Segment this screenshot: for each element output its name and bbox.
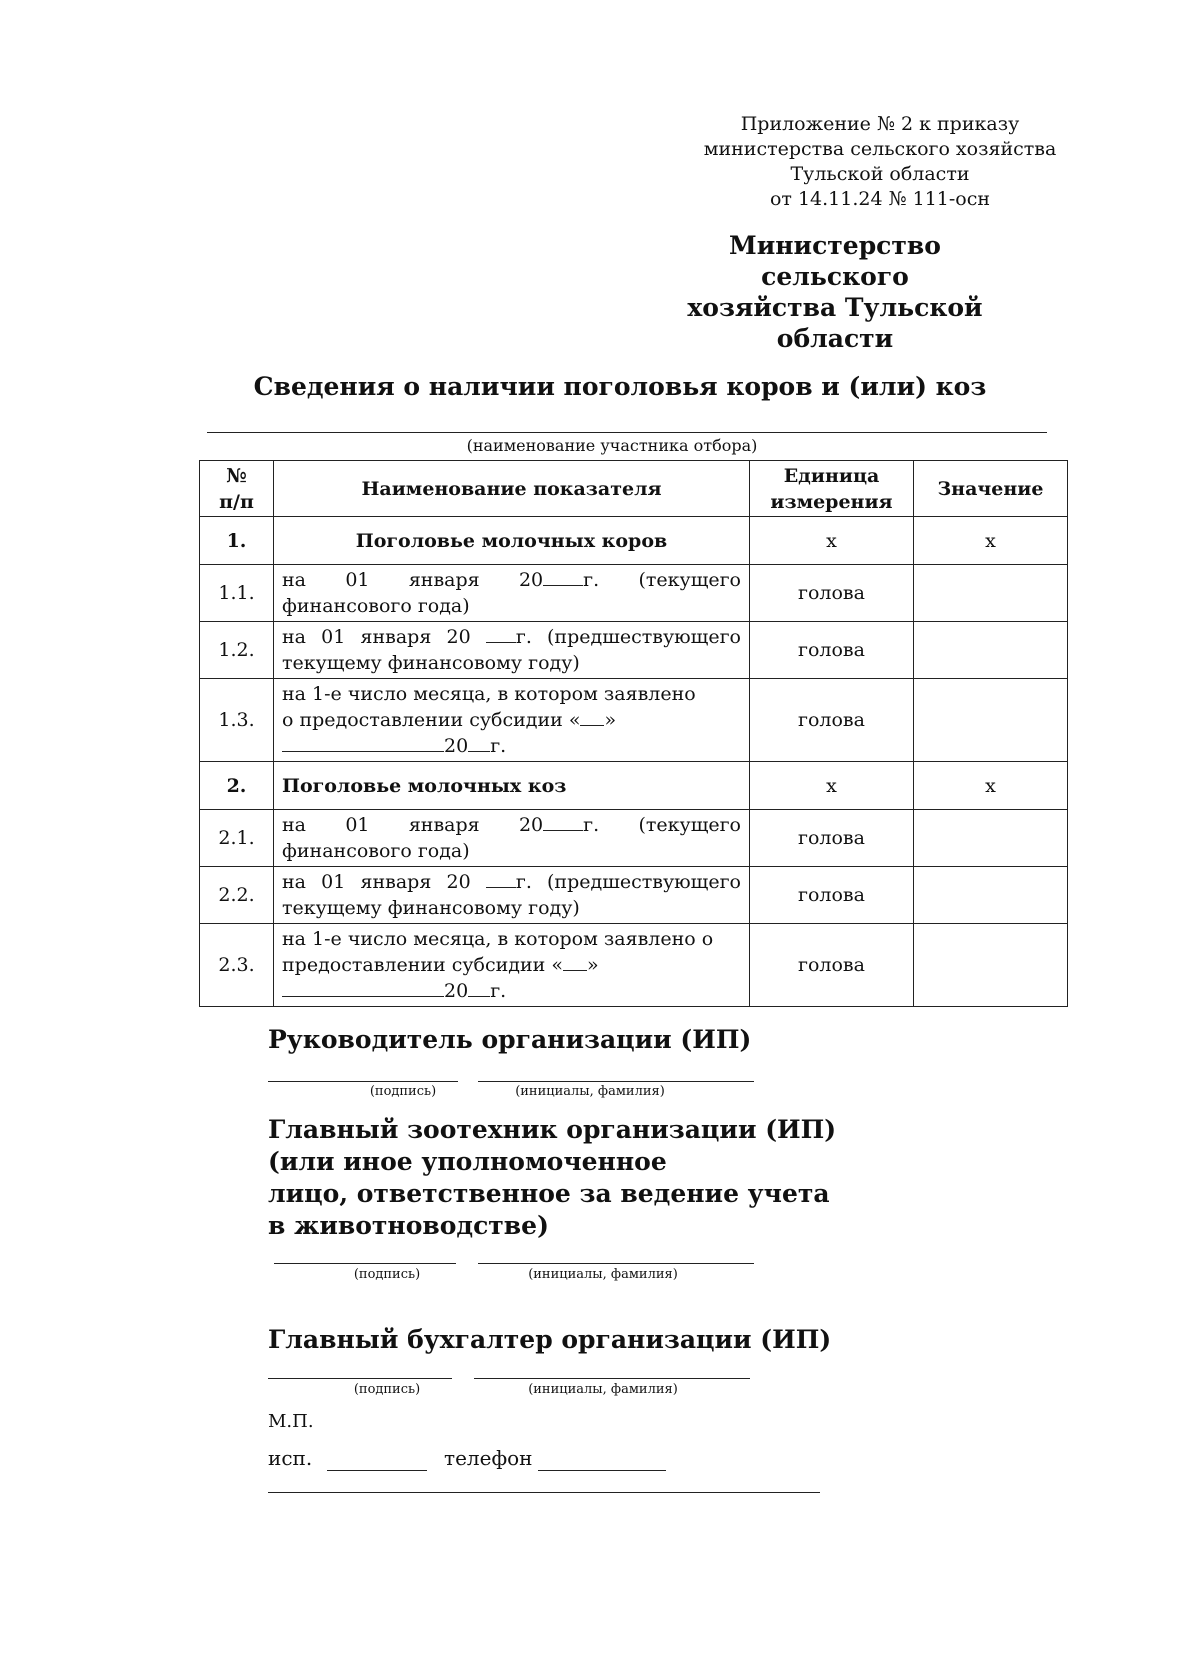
participant-caption: (наименование участника отбора) [466, 436, 758, 455]
appendix-header [700, 112, 1060, 212]
row-value[interactable] [914, 679, 1068, 762]
day-blank[interactable] [563, 952, 587, 971]
head-name-field[interactable] [478, 1081, 754, 1082]
row-name-part: о предоставлении субсидии « [282, 709, 581, 731]
row-name-part: на 01 января 20 [282, 814, 544, 836]
stamp-label: М.П. [268, 1411, 314, 1432]
row-name-part: » [604, 709, 617, 731]
row-name [274, 565, 750, 622]
accountant-name-caption: (инициалы, фамилия) [528, 1382, 678, 1397]
month-blank[interactable] [282, 733, 444, 752]
row-unit: голова [750, 679, 914, 762]
row-name-part: 20 [444, 980, 469, 1002]
accountant-name-field[interactable] [474, 1378, 750, 1379]
row-value[interactable] [914, 867, 1068, 924]
row-num: 1.2. [200, 622, 274, 679]
accountant-title: Главный бухгалтер организации (ИП) [268, 1325, 832, 1354]
executor-label: исп. [268, 1446, 313, 1470]
head-title: Руководитель организации (ИП) [268, 1025, 752, 1054]
row-name-part: г. (предшествующего текущему финансовому году) [282, 871, 741, 919]
head-name-caption: (инициалы, фамилия) [515, 1084, 665, 1099]
row-num: 2.1. [200, 810, 274, 867]
row-name-part: на 01 января 20 [282, 569, 544, 591]
row-name-part: г. [490, 735, 507, 757]
table-row [200, 810, 1068, 867]
zootechnician-signature-caption: (подпись) [353, 1267, 421, 1282]
zootechnician-name-caption: (инициалы, фамилия) [528, 1267, 678, 1282]
day-blank[interactable] [580, 707, 604, 726]
ministry-line-1: Министерство сельского [729, 231, 941, 291]
accountant-signature-caption: (подпись) [353, 1382, 421, 1397]
row-unit: голова [750, 924, 914, 1007]
row-name-part: » [586, 954, 599, 976]
head-signature-caption: (подпись) [369, 1084, 437, 1099]
row-num: 2.2. [200, 867, 274, 924]
month-blank[interactable] [282, 978, 444, 997]
table-header-row [200, 461, 1068, 517]
year-blank[interactable] [543, 812, 583, 831]
appendix-line-2: министерства сельского хозяйства [703, 138, 1057, 160]
header-unit-line-1: Единица [783, 464, 880, 487]
header-num-line-2: п/п [219, 490, 254, 513]
header-num-line-1: № [226, 464, 247, 487]
appendix-line-1: Приложение № 2 к приказу [740, 113, 1020, 135]
row-num: 2.3. [200, 924, 274, 1007]
row-unit: х [750, 517, 914, 565]
header-unit-line-2: измерения [770, 490, 893, 513]
table-row [200, 924, 1068, 1007]
row-name-part: 20 [444, 735, 469, 757]
phone-label: телефон [444, 1446, 533, 1470]
row-unit: голова [750, 867, 914, 924]
row-name-part: г. (предшествующего текущему финансовому году) [282, 626, 741, 674]
row-value[interactable] [914, 924, 1068, 1007]
appendix-line-3: Тульской области [790, 163, 970, 185]
row-name: Поголовье молочных коров [274, 517, 750, 565]
year-blank[interactable] [486, 624, 516, 643]
head-signature-field[interactable] [268, 1081, 458, 1082]
header-value: Значение [914, 461, 1068, 517]
row-name-part: на 01 января 20 [282, 626, 471, 648]
row-value[interactable] [914, 565, 1068, 622]
year-blank[interactable] [468, 978, 490, 997]
row-value: х [914, 762, 1068, 810]
row-name-part: на 1-е число месяца, в котором заявлено [282, 683, 696, 705]
ministry-line-2: хозяйства Тульской [687, 293, 983, 322]
row-unit: голова [750, 810, 914, 867]
executor-field[interactable] [327, 1470, 427, 1471]
row-name-part: на 01 января 20 [282, 871, 471, 893]
zootechnician-signature-field[interactable] [274, 1263, 456, 1264]
row-name [274, 622, 750, 679]
zootechnician-name-field[interactable] [478, 1263, 754, 1264]
year-blank[interactable] [486, 869, 516, 888]
year-blank[interactable] [468, 733, 490, 752]
participant-name-field[interactable] [207, 432, 1047, 433]
row-value[interactable] [914, 810, 1068, 867]
document-title: Сведения о наличии поголовья коров и (или) коз [253, 372, 987, 401]
row-name: Поголовье молочных коз [274, 762, 750, 810]
row-unit: голова [750, 622, 914, 679]
row-name-part: г. (текущего финансового года) [282, 569, 741, 617]
zootechnician-title-line-2: (или иное уполномоченное [268, 1147, 667, 1176]
zootechnician-title-line-1: Главный зоотехник организации (ИП) [268, 1115, 837, 1144]
bottom-rule [268, 1492, 820, 1493]
row-name-part: на 1-е число месяца, в котором заявлено о предоставлении субсидии « [282, 928, 714, 976]
header-name: Наименование показателя [274, 461, 750, 517]
row-name [274, 924, 750, 1007]
row-num: 1. [200, 517, 274, 565]
row-name [274, 679, 750, 762]
table-row [200, 867, 1068, 924]
table-row [200, 762, 1068, 810]
zootechnician-title-line-3: лицо, ответственное за ведение учета [268, 1179, 830, 1208]
row-unit: голова [750, 565, 914, 622]
row-name [274, 867, 750, 924]
row-value[interactable] [914, 622, 1068, 679]
table-row [200, 679, 1068, 762]
row-name-part: г. [490, 980, 507, 1002]
table-row [200, 517, 1068, 565]
row-num: 1.1. [200, 565, 274, 622]
year-blank[interactable] [543, 567, 583, 586]
zootechnician-title [268, 1114, 836, 1242]
row-num: 1.3. [200, 679, 274, 762]
phone-field[interactable] [538, 1470, 666, 1471]
row-value: х [914, 517, 1068, 565]
accountant-signature-field[interactable] [268, 1378, 452, 1379]
zootechnician-title-line-4: в животноводстве) [268, 1211, 549, 1240]
ministry-line-3: области [776, 324, 894, 353]
header-num [200, 461, 274, 517]
table-row [200, 565, 1068, 622]
header-unit [750, 461, 914, 517]
row-name [274, 810, 750, 867]
ministry-name [660, 230, 1010, 354]
appendix-line-4: от 14.11.24 № 111-осн [769, 188, 991, 210]
row-name-part: г. (текущего финансового года) [282, 814, 741, 862]
row-num: 2. [200, 762, 274, 810]
livestock-table [199, 460, 1068, 1007]
row-unit: х [750, 762, 914, 810]
table-row [200, 622, 1068, 679]
